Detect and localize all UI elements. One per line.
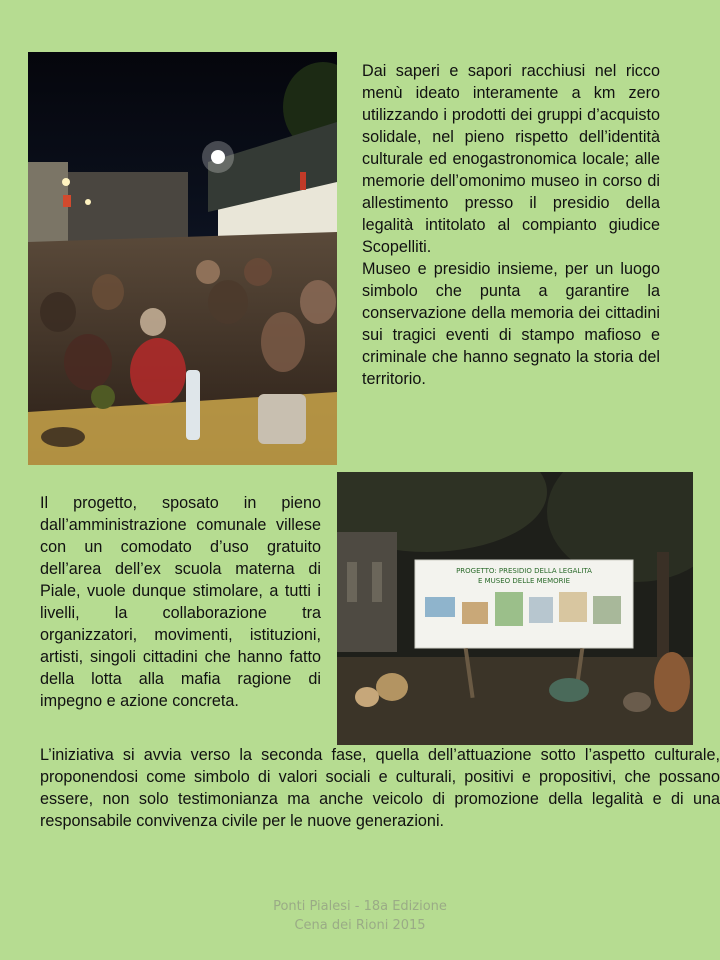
paragraph-initiative: L’iniziativa si avvia verso la seconda fase, quella dell’attuazione sotto l’aspetto culturale, proponendosi come simbolo di valori sociali e culturali, positivi e propositivi, che possano essere, non solo testimonianza ma anche veicolo di promozione della legalità e di una responsabile convivenza civile per le nuove generazioni.	[40, 746, 720, 830]
paragraph-project: Il progetto, sposato in pieno dall’amministrazione comunale villese con un comodato d’uso gratuito dell’area dell’ex scuola materna di Piale, vuole dunque stimolare, a tutti i livelli, la collaborazione tra organizzatori, movimenti, istituzioni, artisti, singoli cittadini che hanno fatto della lotta alla mafia ragione di impegno e azione concreta.	[40, 494, 321, 710]
paragraph-menu: Dai saperi e sapori racchiusi nel ricco menù ideato interamente a km zero utilizzando i prodotti dei gruppi d’acquisto solidale, nel pieno rispetto dell’identità culturale ed enogastronomica locale; alle memorie dell’omonimo museo in corso di allestimento presso il presidio della legalità intitolato al compianto giudice Scopelliti.	[362, 62, 660, 256]
footer-edition: Ponti Pialesi - 18a Edizione	[273, 899, 447, 914]
footer-event: Cena dei Rioni 2015	[294, 918, 426, 933]
dinner-photo	[28, 52, 337, 465]
sign-title-line1: PROGETTO: PRESIDIO DELLA LEGALITA	[456, 567, 592, 575]
presidio-sign-photo	[337, 472, 693, 745]
sign-title-line2: E MUSEO DELLE MEMORIE	[477, 577, 571, 585]
paragraph-museum: Museo e presidio insieme, per un luogo simbolo che punta a garantire la conservazione della memoria dei cittadini sui tragici eventi di stampo mafioso e criminale che hanno segnato la storia del territorio.	[362, 260, 660, 388]
text-block-top	[362, 60, 660, 390]
